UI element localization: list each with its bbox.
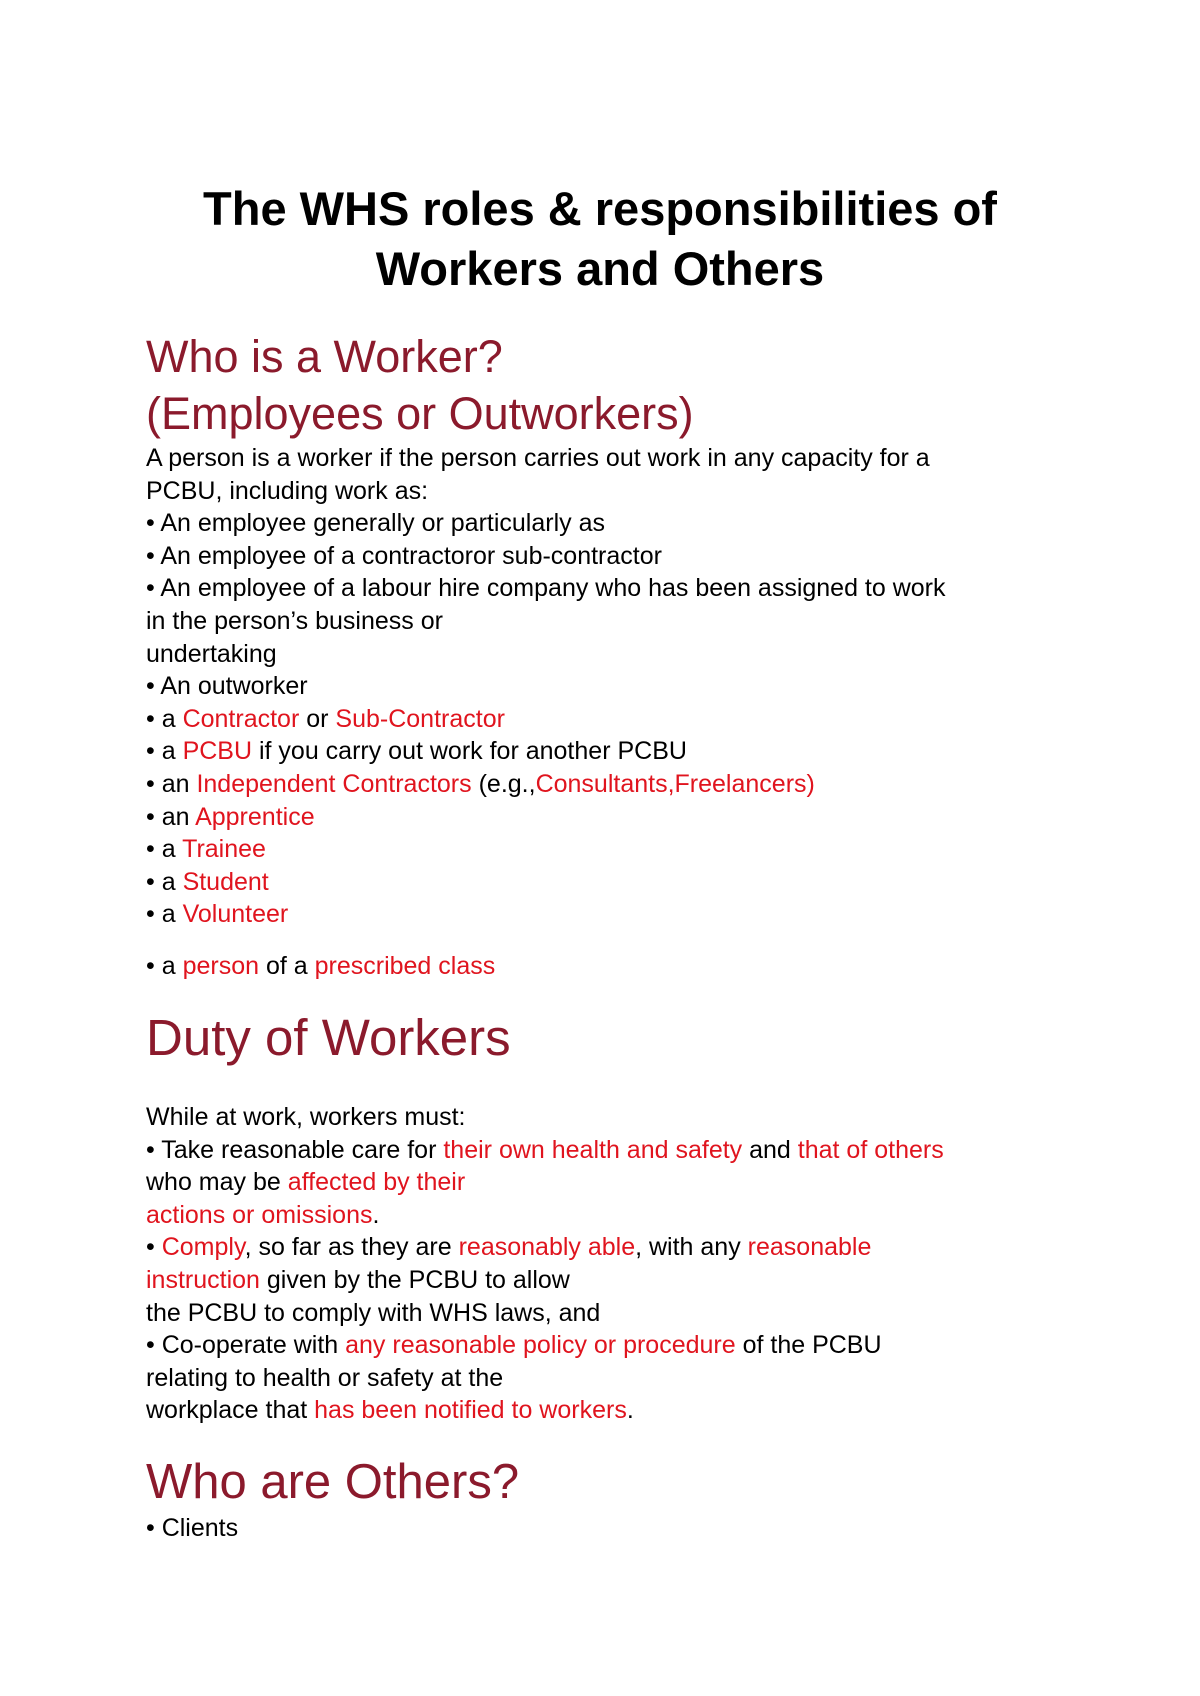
list-item-text: given by the PCBU to allow (259, 1265, 570, 1294)
list-item-text: • a (146, 704, 183, 733)
list-item (146, 1329, 1076, 1362)
list-item-continuation: in the person’s business or (146, 606, 443, 635)
list-item-text: , with any (635, 1233, 748, 1262)
who-is-worker-heading (146, 328, 694, 442)
title-line-2: Workers and Others (375, 242, 825, 296)
list-item-text: • (146, 1233, 162, 1262)
list-item-text: who may be (146, 1168, 288, 1197)
emphasis-text: Comply (161, 1233, 245, 1262)
who-is-worker-heading-line-2: (Employees or Outworkers) (146, 388, 694, 439)
list-item-text: if you carry out work for another PCBU (252, 737, 687, 766)
intro-line-2: PCBU, including work as: (146, 476, 429, 505)
list-item (146, 1134, 1076, 1167)
list-item (146, 866, 1076, 899)
emphasis-text: PCBU (182, 737, 253, 766)
list-item-text: or (299, 704, 336, 733)
list-item (146, 735, 1076, 768)
who-is-worker-heading-line-1: Who is a Worker? (146, 331, 503, 382)
list-item-text: • a (146, 867, 183, 896)
list-item: • An employee generally or particularly as (146, 509, 605, 538)
list-item: • Clients (146, 1514, 239, 1542)
list-item-continuation: undertaking (146, 639, 277, 668)
emphasis-text: reasonably able (458, 1233, 636, 1262)
list-item-text: • a (146, 835, 183, 864)
list-item (146, 801, 1076, 834)
list-item-continuation (146, 1199, 1076, 1232)
list-item: • An employee of a contractoror sub-contractor (146, 541, 662, 570)
list-item-text: . (372, 1200, 380, 1229)
list-item (146, 703, 1076, 736)
list-item-text: of the PCBU (735, 1331, 882, 1360)
emphasis-text: Contractor (182, 704, 300, 733)
list-item-text: workplace that (146, 1396, 315, 1425)
emphasis-text: prescribed class (314, 951, 496, 980)
list-item-continuation (146, 1394, 1076, 1427)
emphasis-text: that of others (797, 1135, 944, 1164)
document-title (0, 179, 1200, 299)
duty-of-workers-body (146, 1101, 1076, 1427)
emphasis-text: any reasonable policy or procedure (345, 1331, 736, 1360)
list-item: • An employee of a labour hire company who has been assigned to work (146, 574, 946, 603)
list-item (146, 1231, 1076, 1264)
who-are-others-body (146, 1512, 1076, 1545)
emphasis-text: Apprentice (195, 802, 315, 831)
emphasis-text: person (182, 951, 260, 980)
list-item-text: , so far as they are (244, 1233, 459, 1262)
list-item (146, 950, 1076, 983)
emphasis-text: instruction (146, 1265, 260, 1294)
emphasis-text: Volunteer (182, 900, 289, 929)
duty-intro: While at work, workers must: (146, 1103, 466, 1131)
list-item-text: and (742, 1135, 798, 1164)
list-item-text: • an (146, 802, 196, 831)
emphasis-text: Consultants,Freelancers) (535, 769, 815, 798)
emphasis-text: affected by their (287, 1168, 466, 1197)
list-item-text: . (626, 1396, 634, 1425)
emphasis-text: Trainee (182, 835, 266, 864)
emphasis-text: their own health and safety (443, 1135, 743, 1164)
intro-line-1: A person is a worker if the person carries out work in any capacity for a (146, 444, 930, 472)
list-item: • An outworker (146, 672, 308, 701)
list-item-text: (e.g., (471, 769, 536, 798)
list-item-text: • Take reasonable care for (146, 1135, 444, 1164)
list-item-text: • Co-operate with (146, 1331, 346, 1360)
emphasis-text: actions or omissions (146, 1200, 373, 1229)
list-item-text: • a (146, 900, 183, 929)
list-item-continuation: relating to health or safety at the (146, 1363, 504, 1392)
list-item-continuation: the PCBU to comply with WHS laws, and (146, 1298, 601, 1327)
list-item-continuation (146, 1264, 1076, 1297)
list-item (146, 833, 1076, 866)
emphasis-text: Sub-Contractor (335, 704, 505, 733)
who-is-worker-body (146, 442, 1076, 983)
list-item-continuation (146, 1166, 1076, 1199)
emphasis-text: Independent Contractors (196, 769, 472, 798)
list-item-text: • a (146, 951, 183, 980)
list-item (146, 898, 1076, 931)
list-item-text: of a (259, 951, 315, 980)
emphasis-text: reasonable (747, 1233, 872, 1262)
emphasis-text: has been notified to workers (314, 1396, 627, 1425)
emphasis-text: Student (182, 867, 269, 896)
list-item-text: • a (146, 737, 183, 766)
list-item-text: • an (146, 769, 197, 798)
list-item (146, 768, 1076, 801)
title-line-1: The WHS roles & responsibilities of (203, 182, 997, 236)
duty-of-workers-heading: Duty of Workers (146, 1009, 511, 1066)
who-are-others-heading: Who are Others? (146, 1455, 520, 1509)
